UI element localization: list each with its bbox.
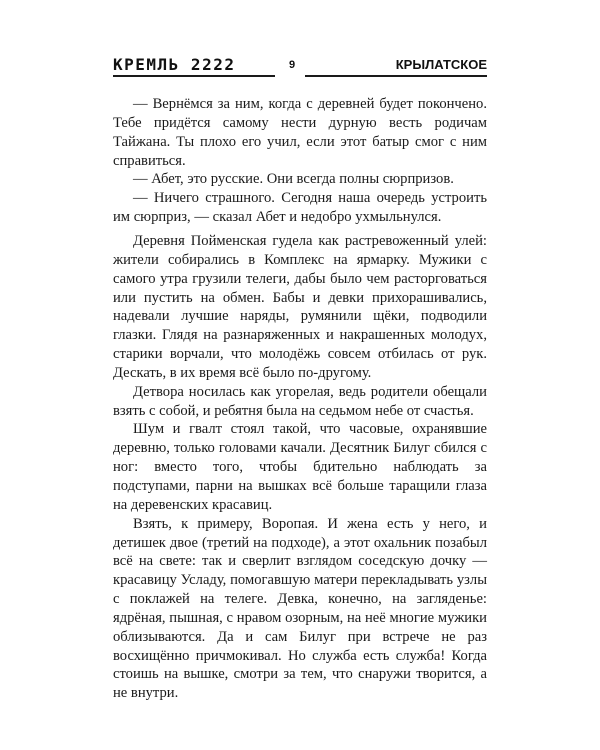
running-header — [113, 56, 487, 78]
narrative-paragraph: Детвора носилась как угорелая, ведь родители обещали взять с собой, и ребятня была на седьмом небе от счастья. — [113, 383, 487, 419]
header-rule-right — [305, 75, 487, 77]
dialogue-paragraph: — Ничего страшного. Сегодня наша очередь устроить им сюрприз, — сказал Абет и недобро ухмыльнулся. — [113, 190, 487, 226]
narrative-paragraph: Взять, к примеру, Воропая. И жена есть у него, и детишек двое (третий на подходе), а этот охальник позабыл всё на свете: так и сверлит взглядом соседскую дочку — красавицу Усладу, помогавшую матери перекладывать узлы с поклажей на телеге. Девка, конечно, на загляденье: ядрёная, пышная, с нравом озорным, на неё многие мужики облизываются. Да и сам Билуг при встрече не раз восхищённо причмокивал. Но служба есть служба! Когда стоишь на вышке, смотри за тем, что снаружи творится, а не внутри. — [113, 515, 487, 702]
narrative-section — [113, 232, 487, 703]
narrative-paragraph: Деревня Пойменская гудела как растревоженный улей: жители собирались в Комплекс на ярмарку. Мужики с самого утра грузили телеги, дабы было чем расторговаться или пустить на обмен. Бабы и девки прихорашивались, надевали лучшие наряды, румянили щёки, подводили глазки. Глядя на разнаряженных и накрашенных молодух, старики ворчали, что молодёжь совсем отбилась от рук. Дескать, в их время всё было по-другому. — [113, 233, 487, 381]
page-number: 9 — [289, 59, 296, 71]
header-rule-left — [113, 75, 275, 77]
narrative-paragraph: Шум и гвалт стоял такой, что часовые, охранявшие деревню, только головами качали. Десятник Билуг сбился с ног: вместо того, чтобы бдительно наблюдать за подступами, парни на вышках всё больше таращили глаза на деревенских красавиц. — [113, 421, 487, 513]
dialogue-paragraph: — Абет, это русские. Они всегда полны сюрпризов. — [133, 171, 454, 188]
chapter-title: КРЫЛАТСКОЕ — [395, 57, 487, 72]
dialogue-paragraph: — Вернёмся за ним, когда с деревней будет покончено. Тебе придётся самому нести дурную весть родичам Тайжана. Ты плохо его учил, если этот батыр смог с ним справиться. — [113, 96, 487, 169]
dialogue-section — [113, 95, 487, 227]
series-title: КРЕМЛЬ 2222 — [113, 55, 236, 74]
